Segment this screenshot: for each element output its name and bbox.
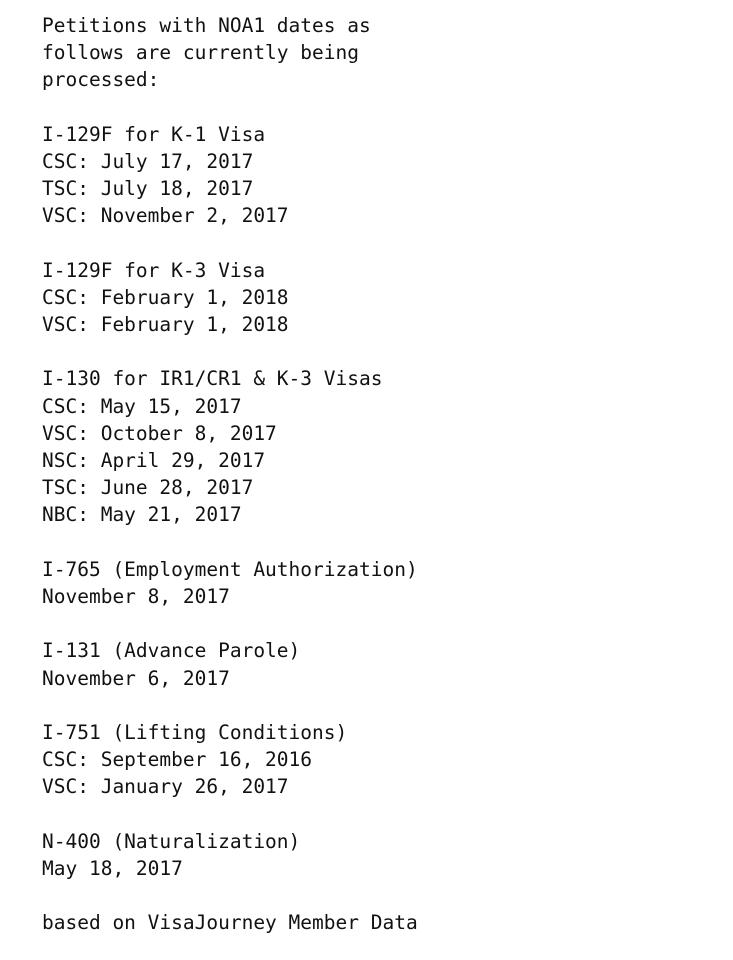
section-i129f-k1 bbox=[42, 121, 418, 230]
section-title: I-129F for K-1 Visa bbox=[42, 122, 266, 146]
section-title: I-129F for K-3 Visa bbox=[42, 258, 266, 282]
section-title: I-131 (Advance Parole) bbox=[42, 639, 301, 663]
date-entry: November 6, 2017 bbox=[42, 666, 230, 690]
date-entry: VSC: January 26, 2017 bbox=[42, 775, 289, 799]
date-entry: May 18, 2017 bbox=[42, 856, 183, 880]
date-entry: VSC: February 1, 2018 bbox=[42, 313, 289, 337]
date-entry: TSC: June 28, 2017 bbox=[42, 476, 254, 500]
section-i130 bbox=[42, 365, 418, 528]
section-i751 bbox=[42, 719, 418, 801]
section-i765 bbox=[42, 556, 418, 610]
section-n400 bbox=[42, 828, 418, 882]
date-entry: CSC: September 16, 2016 bbox=[42, 748, 313, 772]
date-entry: TSC: July 18, 2017 bbox=[42, 177, 254, 201]
section-i131 bbox=[42, 637, 418, 691]
date-entry: NSC: April 29, 2017 bbox=[42, 449, 266, 472]
date-entry: CSC: February 1, 2018 bbox=[42, 285, 289, 309]
date-entry: CSC: July 17, 2017 bbox=[42, 149, 254, 173]
date-entry: November 8, 2017 bbox=[42, 584, 230, 608]
intro-line: Petitions with NOA1 dates as bbox=[42, 14, 371, 37]
date-entry: NBC: May 21, 2017 bbox=[42, 503, 242, 527]
source-note: based on VisaJourney Member Data bbox=[42, 911, 418, 935]
date-entry: CSC: May 15, 2017 bbox=[42, 394, 242, 418]
section-title: I-751 (Lifting Conditions) bbox=[42, 720, 348, 744]
intro-line: follows are currently being bbox=[42, 41, 359, 65]
section-title: N-400 (Naturalization) bbox=[42, 829, 301, 853]
section-i129f-k3 bbox=[42, 257, 418, 339]
intro-block bbox=[42, 12, 418, 94]
date-entry: VSC: November 2, 2017 bbox=[42, 204, 289, 228]
footer-block bbox=[42, 909, 418, 936]
intro-line: processed: bbox=[42, 68, 160, 92]
processing-dates-document bbox=[42, 12, 418, 936]
section-title: I-765 (Employment Authorization) bbox=[42, 557, 418, 581]
section-title: I-130 for IR1/CR1 & K-3 Visas bbox=[42, 367, 383, 391]
date-entry: VSC: October 8, 2017 bbox=[42, 421, 277, 445]
